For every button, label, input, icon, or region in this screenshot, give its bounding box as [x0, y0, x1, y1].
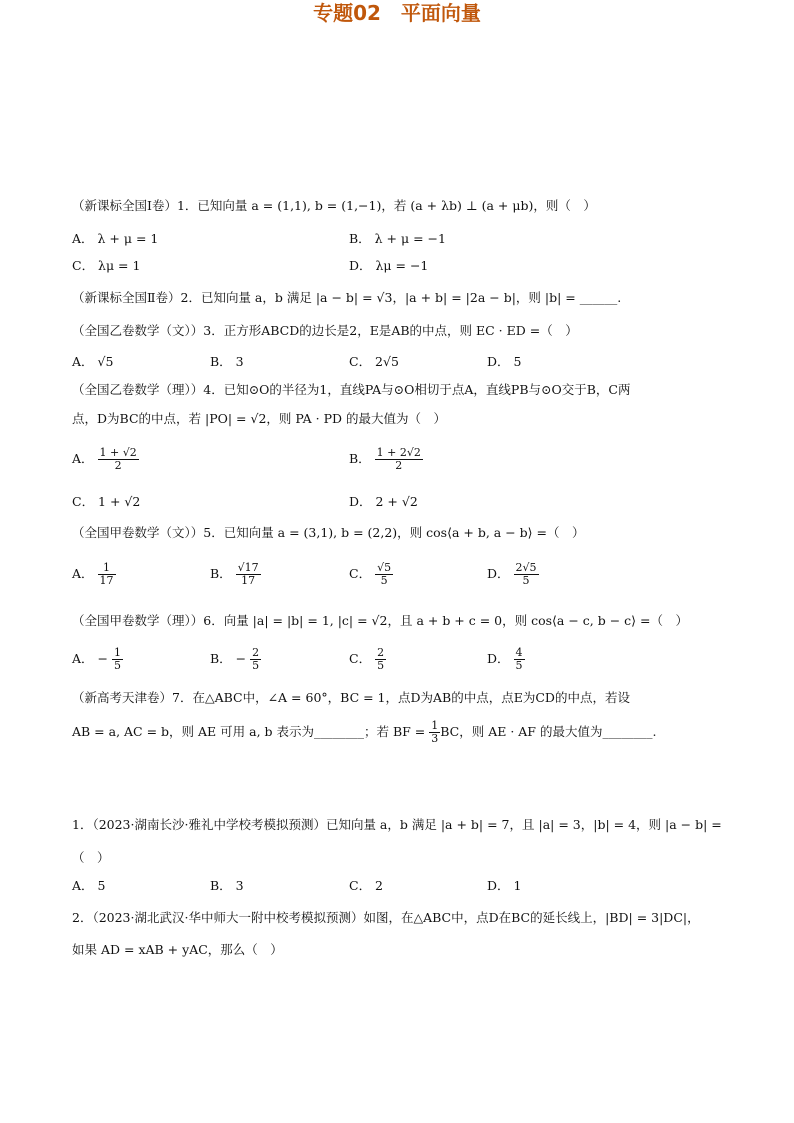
text-line-m1bb: B． 3: [210, 878, 244, 893]
text-line-q3a: A． √5: [72, 354, 114, 369]
fraction: $\frac{1}{3}$: [431, 719, 439, 745]
q4-option-a: [72, 447, 139, 472]
text-line-q4c: C． 1 + √2: [72, 494, 141, 509]
text-line-q5: （全国甲卷数学（文））5．已知向量 a = (3,1), b = (2,2)，则 cos⟨a + b, a − b⟩ =（ ）: [72, 525, 585, 540]
text-line-m1a: A． 5: [72, 878, 106, 893]
text-line-q1d: D． λμ = −1: [349, 258, 429, 273]
text-line-q3c: C． 2√5: [349, 354, 399, 369]
text-line-m1b: （ ）: [72, 850, 110, 865]
q5-option-b: B． $\frac{√17}{17}$: [210, 561, 259, 587]
text-line-q3d: D． 5: [487, 354, 522, 369]
q6-option-a: A． − $\frac{1}{5}$: [72, 646, 121, 672]
text-line-q1: （新课标全国Ⅰ卷）1．已知向量 a = (1,1), b = (1,−1)，若 (a + λb) ⊥ (a + μb)，则（ ）: [72, 198, 596, 213]
fraction: $\frac{1}{17}$: [99, 561, 114, 587]
option-label: A．: [72, 451, 94, 466]
text-line-q4b: 点，D为BC的中点，若 |PO| = √2，则 PA · PD 的最大值为（ ）: [72, 411, 446, 426]
text-line-q3b: B． 3: [210, 354, 244, 369]
text-line-q2: （新课标全国Ⅱ卷）2．已知向量 a，b 满足 |a − b| = √3，|a + b| = |2a − b|，则 |b| = ______.: [72, 290, 622, 305]
fraction: $\frac{2}{5}$: [252, 646, 260, 672]
text-line-q1b: B． λ + μ = −1: [349, 231, 446, 246]
q5-option-c: C． $\frac{√5}{5}$: [349, 561, 392, 587]
text-line-q4: （全国乙卷数学（理））4．已知⊙O的半径为1，直线PA与⊙O相切于点A，直线PB与⊙O交于B，C两: [72, 382, 631, 397]
fraction: $\frac{√17}{17}$: [237, 561, 259, 587]
text-line-m1d: D． 1: [487, 878, 522, 893]
fraction: $\frac{2√5}{5}$: [515, 561, 537, 587]
text-line-m1: 1．（2023·湖南长沙·雅礼中学校考模拟预测）已知向量 a，b 满足 |a + b| = 7，且 |a| = 3，|b| = 4，则 |a − b| =: [72, 817, 722, 832]
q4-option-b: [349, 447, 423, 472]
text-line-m2: 2．（2023·湖北武汉·华中师大一附中校考模拟预测）如图，在△ABC中，点D在BC的延长线上，|BD| = 3|DC|，: [72, 910, 700, 925]
fraction: $\frac{√5}{5}$: [377, 561, 392, 587]
text-line-q1c: C． λμ = 1: [72, 258, 141, 273]
fraction: $\frac{1 + 2√2}{2}$: [376, 446, 421, 472]
q5-option-d: D． $\frac{2√5}{5}$: [487, 561, 537, 587]
text-line-q6: （全国甲卷数学（理））6．向量 |a| = |b| = 1, |c| = √2，且 a + b + c = 0，则 cos⟨a − c, b − c⟩ =（ ）: [72, 613, 688, 628]
q6-option-c: C． $\frac{2}{5}$: [349, 646, 385, 672]
q6-option-b: B． − $\frac{2}{5}$: [210, 646, 260, 672]
fraction: $\frac{2}{5}$: [377, 646, 385, 672]
page-title: 专题02 平面向量: [313, 1, 481, 25]
text-line-m2b: 如果 AD = xAB + yAC，那么（ ）: [72, 942, 283, 957]
text-line-q1a: A． λ + μ = 1: [72, 231, 159, 246]
fraction: $\frac{1 + √2}{2}$: [99, 446, 137, 472]
q5-option-a: A． $\frac{1}{17}$: [72, 561, 114, 587]
text-line-q4d: D． 2 + √2: [349, 494, 418, 509]
q7-line-2: AB = a, AC = b，则 AE 可用 a, b 表示为________；若 BF = $\frac{1}{3}$ BC，则 AE · AF 的最大值为________.: [72, 719, 657, 745]
option-label: B．: [349, 451, 371, 466]
q6-option-d: D． $\frac{4}{5}$: [487, 646, 523, 672]
text-line-q7: （新高考天津卷）7．在△ABC中，∠A = 60°，BC = 1，点D为AB的中点，点E为CD的中点，若设: [72, 690, 630, 705]
text-line-m1c: C． 2: [349, 878, 383, 893]
text-line-q3: （全国乙卷数学（文））3．正方形ABCD的边长是2，E是AB的中点，则 EC · ED =（ ）: [72, 323, 578, 338]
fraction: $\frac{4}{5}$: [515, 646, 523, 672]
fraction: $\frac{1}{5}$: [113, 646, 121, 672]
